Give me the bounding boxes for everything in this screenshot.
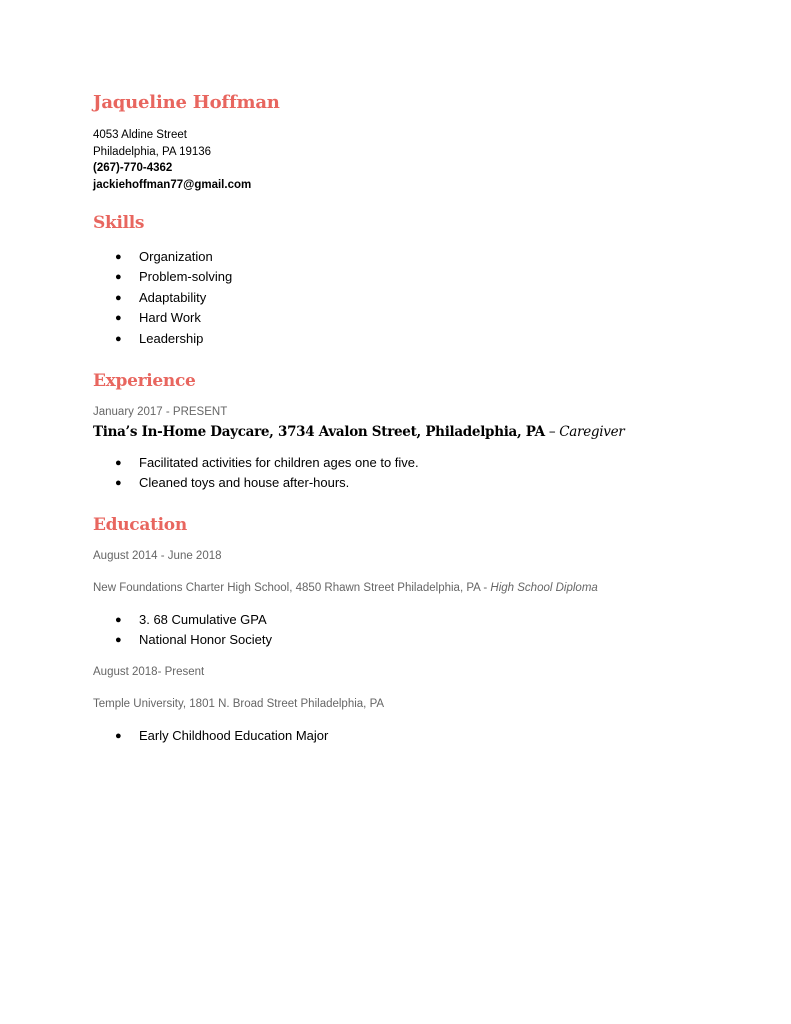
email-address: jackiehoffman77@gmail.com [93, 178, 252, 191]
education-heading: Education [93, 515, 187, 535]
school-name: New Foundations Charter High School, 4850 Rhawn Street Philadelphia, PA - [93, 582, 491, 594]
bullet-icon: ● [115, 730, 122, 742]
education-dates-2: August 2018- Present [93, 666, 205, 678]
job-role: Caregiver [559, 424, 625, 440]
bullet-icon: ● [115, 457, 122, 469]
experience-duties-list [93, 453, 419, 494]
list-item: ● 3. 68 Cumulative GPA [93, 610, 272, 630]
list-item: ● Hard Work [93, 308, 232, 328]
candidate-name: Jaqueline Hoffman [93, 92, 280, 113]
bullet-icon: ● [115, 614, 122, 626]
education-school-1 [93, 582, 598, 594]
bullet-icon: ● [115, 332, 122, 345]
skills-heading: Skills [93, 213, 145, 233]
list-item: ● Early Childhood Education Major [93, 726, 328, 746]
bullet-icon: ● [115, 251, 122, 263]
education-list-2 [93, 726, 328, 746]
employer-name: Tina’s In-Home Daycare, 3734 Avalon Street, Philadelphia, PA [93, 424, 545, 440]
education-dates-1: August 2014 - June 2018 [93, 550, 222, 562]
experience-dates: January 2017 - PRESENT [93, 406, 228, 418]
bullet-icon: ● [115, 477, 122, 490]
list-item: ● Problem-solving [93, 267, 232, 287]
title-separator: – [544, 424, 560, 440]
education-school-2: Temple University, 1801 N. Broad Street Philadelphia, PA [93, 698, 385, 710]
list-item: ● Leadership [93, 329, 232, 349]
credential: High School Diploma [490, 582, 598, 594]
list-item: ● Facilitated activities for children ages one to five. [93, 453, 419, 473]
address-line-1: 4053 Aldine Street [93, 129, 187, 141]
list-item: ● Adaptability [93, 288, 232, 308]
bullet-icon: ● [115, 634, 122, 647]
list-item: ● National Honor Society [93, 630, 272, 650]
list-item: ● Organization [93, 247, 232, 267]
skills-list [93, 247, 232, 349]
bullet-icon: ● [115, 271, 122, 284]
bullet-icon: ● [115, 312, 122, 325]
bullet-icon: ● [115, 291, 122, 304]
education-list-1 [93, 610, 272, 651]
experience-heading: Experience [93, 371, 196, 391]
contact-block [93, 127, 251, 193]
job-title [93, 424, 624, 440]
phone-number: (267)-770-4362 [93, 162, 173, 174]
address-line-2: Philadelphia, PA 19136 [93, 145, 212, 158]
list-item: ● Cleaned toys and house after-hours. [93, 473, 419, 493]
